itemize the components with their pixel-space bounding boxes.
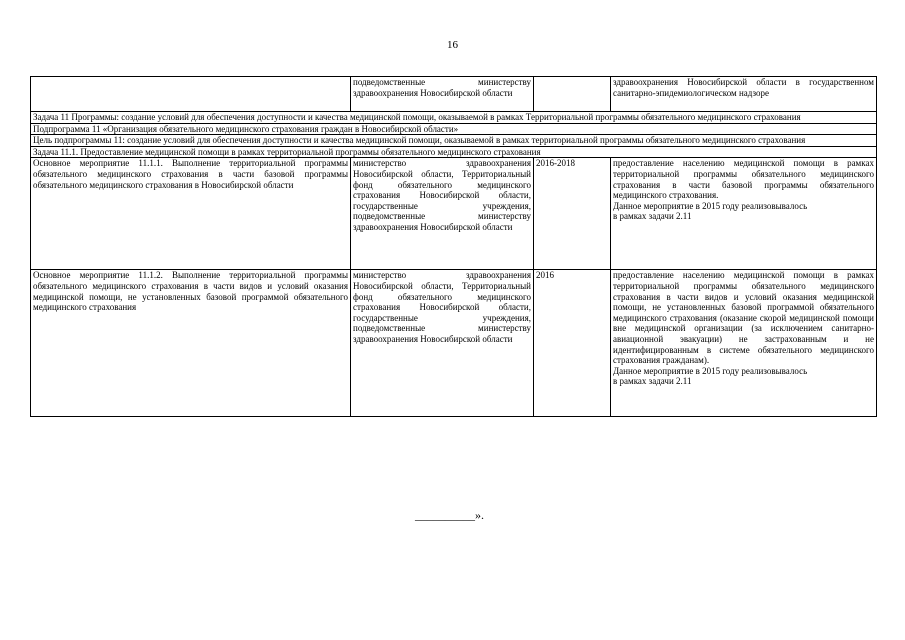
activity-result-cell — [611, 158, 877, 270]
subprogram-11-text: Подпрограмма 11 «Организация обязательного медицинского страхования граждан в Новосибирской области» — [31, 123, 877, 135]
cell-result-continued: здравоохранения Новосибирской области в государственном санитарно-эпидемиологическом надзоре — [611, 77, 877, 112]
table-row-activity-11-1-1 — [31, 158, 877, 270]
activity-result: предоставление населению медицинской помощи в рамках территориальной программы обязательного медицинского страхования в части видов и условий оказания медицинской помощи, не установленных базовой программой обязательного медицинского страхования (оказание скорой медицинской помощи вне медицинской организации (за исключением санитарно-авиационной эвакуации) не застрахованным и не идентифицированным в системе обязательного медицинского страхования гражданам). — [613, 270, 874, 366]
table-row-task-11 — [31, 112, 877, 124]
task-11-1-text: Задача 11.1. Предоставление медицинской помощи в рамках территориальной программы обязательного медицинского страхования — [31, 146, 877, 158]
closing-mark: __________». — [415, 508, 484, 522]
table-row-continued — [31, 77, 877, 112]
cell-empty — [534, 77, 611, 112]
activity-executor: министерство здравоохранения Новосибирской области, Территориальный фонд обязательного медицинского страхования Новосибирской области, государственные учреждения, подведомственные министерству здравоохранения Новосибирской области — [351, 158, 534, 270]
table-row-goal-11 — [31, 135, 877, 147]
goal-11-text: Цель подпрограммы 11: создание условий для обеспечения доступности и качества медицинской помощи, оказываемой в рамках территориальной программы обязательного медицинского страхования — [31, 135, 877, 147]
activity-name: Основное мероприятие 11.1.1. Выполнение территориальной программы обязательного медицинского страхования в части базовой программы обязательного медицинского страхования в Новосибирской области — [31, 158, 351, 270]
activity-result: предоставление населению медицинской помощи в рамках территориальной программы обязательного медицинского страхования в части базовой программы обязательного медицинского страхования. — [613, 158, 874, 201]
cell-empty — [31, 77, 351, 112]
activity-period: 2016 — [534, 270, 611, 417]
activity-note-line1: Данное мероприятие в 2015 году реализовывалось — [613, 365, 808, 376]
task-11-text: Задача 11 Программы: создание условий для обеспечения доступности и качества медицинской помощи, оказываемой в рамках Территориальной программы обязательного медицинского страхования — [31, 112, 877, 124]
activity-result-cell — [611, 270, 877, 417]
program-table — [30, 76, 877, 417]
table-row-task-11-1 — [31, 146, 877, 158]
table-row-subprogram-11 — [31, 123, 877, 135]
activity-note-line1: Данное мероприятие в 2015 году реализовывалось — [613, 200, 808, 211]
activity-note-line2: в рамках задачи 2.11 — [613, 376, 692, 387]
activity-period: 2016-2018 — [534, 158, 611, 270]
activity-executor: министерство здравоохранения Новосибирской области, Территориальный фонд обязательного медицинского страхования Новосибирской области, государственные учреждения, подведомственные министерству здравоохранения Новосибирской области — [351, 270, 534, 417]
table-row-activity-11-1-2 — [31, 270, 877, 417]
activity-note-line2: в рамках задачи 2.11 — [613, 211, 692, 222]
cell-executor-continued: подведомственные министерству здравоохранения Новосибирской области — [351, 77, 534, 112]
activity-name: Основное мероприятие 11.1.2. Выполнение территориальной программы обязательного медицинского страхования в части видов и условий оказания медицинской помощи, не установленных базовой программой обязательного медицинского страхования — [31, 270, 351, 417]
page-number: 16 — [447, 39, 458, 51]
